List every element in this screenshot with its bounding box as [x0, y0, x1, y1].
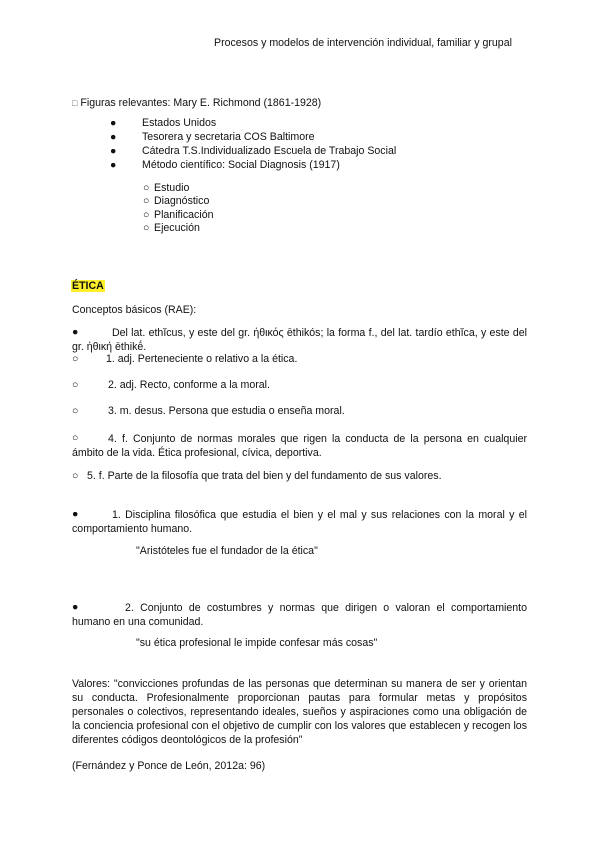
conjunto-text: 2. Conjunto de costumbres y normas que dirigen o valoran el comportamiento humano en una comunidad. — [72, 602, 527, 628]
list-item: Cátedra T.S.Individualizado Escuela de Trabajo Social — [142, 145, 397, 157]
page-header: Procesos y modelos de intervención individual, familiar y grupal — [214, 37, 512, 49]
bullet-icon: ● — [72, 601, 79, 613]
definition-1: 1. adj. Perteneciente o relativo a la ética. — [106, 353, 298, 365]
checkbox-icon: □ — [72, 98, 78, 108]
list-item: Tesorera y secretaria COS Baltimore — [142, 131, 315, 143]
circle-bullet-icon: ○ — [72, 470, 79, 482]
valores-paragraph: Valores: "convicciones profundas de las personas que determinan su manera de ser y orientan su conducta. Profesionalmente proporcionan pautas para formular metas y propósitos personales o colectivos, representando ideales, sueños y aspiraciones como una obligación de la conciencia profesional con el objetivo de cumplir con los valores que establecen y recogen los diferentes códigos deontológicos de la profesión" — [72, 678, 527, 746]
disciplina-text: 1. Disciplina filosófica que estudia el bien y el mal y sus relaciones con la moral y el comportamiento humano. — [72, 509, 527, 535]
bullet-icon: ● — [72, 508, 79, 520]
list-item: Método científico: Social Diagnosis (1917) — [142, 159, 340, 171]
sub-list-item: Ejecución — [154, 222, 200, 234]
sub-list-item: Estudio — [154, 182, 190, 194]
bullet-icon: ● — [110, 159, 117, 171]
list-item: Estados Unidos — [142, 117, 217, 129]
sub-list-item: Planificación — [154, 209, 214, 221]
figuras-title-line — [72, 97, 321, 109]
etica-heading-wrap — [71, 280, 105, 292]
citation: (Fernández y Ponce de León, 2012a: 96) — [72, 760, 266, 772]
definition-3: 3. m. desus. Persona que estudia o enseña moral. — [108, 405, 345, 417]
etica-heading: ÉTICA — [72, 280, 104, 292]
circle-bullet-icon: ○ — [72, 379, 79, 391]
etymology-text: Del lat. ethĭcus, y este del gr. ἠθικός ēthikós; la forma f., del lat. tardío ethĭca, y este del gr. ἠθική ēthikḗ. — [72, 327, 527, 353]
definition-5: 5. f. Parte de la filosofía que trata del bien y del fundamento de sus valores. — [87, 470, 442, 482]
bullet-icon: ● — [110, 131, 117, 143]
circle-bullet-icon: ○ — [143, 209, 150, 221]
circle-bullet-icon: ○ — [72, 353, 79, 365]
bullet-icon: ● — [110, 117, 117, 129]
circle-bullet-icon: ○ — [72, 405, 79, 417]
circle-bullet-icon: ○ — [143, 222, 150, 234]
bullet-icon: ● — [110, 145, 117, 157]
circle-bullet-icon: ○ — [143, 195, 150, 207]
circle-bullet-icon: ○ — [143, 182, 150, 194]
conceptos-label: Conceptos básicos (RAE): — [72, 304, 197, 316]
quote-aristoteles: "Aristóteles fue el fundador de la ética" — [136, 545, 318, 557]
circle-bullet-icon: ○ — [72, 432, 79, 444]
definition-4: 4. f. Conjunto de normas morales que rigen la conducta de la persona en cualquier ámbito de la vida. Ética profesional, cívica, deportiva. — [72, 433, 527, 459]
figuras-title: Figuras relevantes: Mary E. Richmond (1861-1928) — [80, 97, 322, 109]
bullet-icon: ● — [72, 326, 79, 338]
definition-2: 2. adj. Recto, conforme a la moral. — [108, 379, 270, 391]
sub-list-item: Diagnóstico — [154, 195, 210, 207]
quote-profesional: "su ética profesional le impide confesar más cosas" — [136, 637, 378, 649]
